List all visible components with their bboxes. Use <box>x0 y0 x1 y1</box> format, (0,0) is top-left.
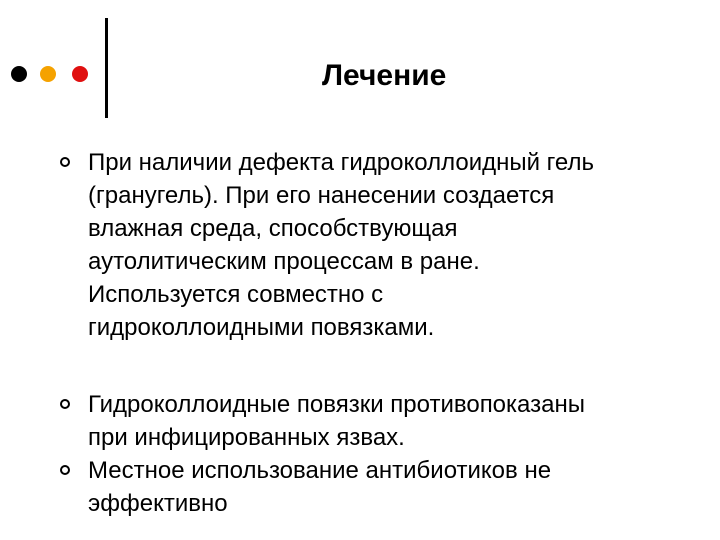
bullet-list <box>56 146 696 520</box>
bullet-marker-icon <box>60 157 70 167</box>
bullet-text-line: гидроколлоидными повязками. <box>88 314 435 341</box>
bullet-text-line: эффективно <box>88 490 228 517</box>
bullet-text-line: аутолитическим процессам в ране. <box>88 248 480 275</box>
bullet-text-line: при инфицированных язвах. <box>88 424 405 451</box>
header-dot-red <box>72 66 88 82</box>
slide-title: Лечение <box>322 59 447 92</box>
header-dot-black <box>11 66 27 82</box>
bullet-text-line: (гранугель). При его нанесении создается <box>88 182 555 209</box>
header-dot-orange <box>40 66 56 82</box>
bullet-marker-icon <box>60 465 70 475</box>
bullet-item <box>56 388 696 454</box>
bullet-item <box>56 454 696 520</box>
bullet-text-line: При наличии дефекта гидроколлоидный гель <box>88 149 594 176</box>
title-divider <box>105 18 108 118</box>
bullet-text-line: Используется совместно с <box>88 281 384 308</box>
bullet-marker-icon <box>60 399 70 409</box>
bullet-text-line: Гидроколлоидные повязки противопоказаны <box>88 391 585 418</box>
bullet-text-line: Местное использование антибиотиков не <box>88 457 552 484</box>
bullet-item <box>56 146 696 344</box>
bullet-text-line: влажная среда, способствующая <box>88 215 458 242</box>
